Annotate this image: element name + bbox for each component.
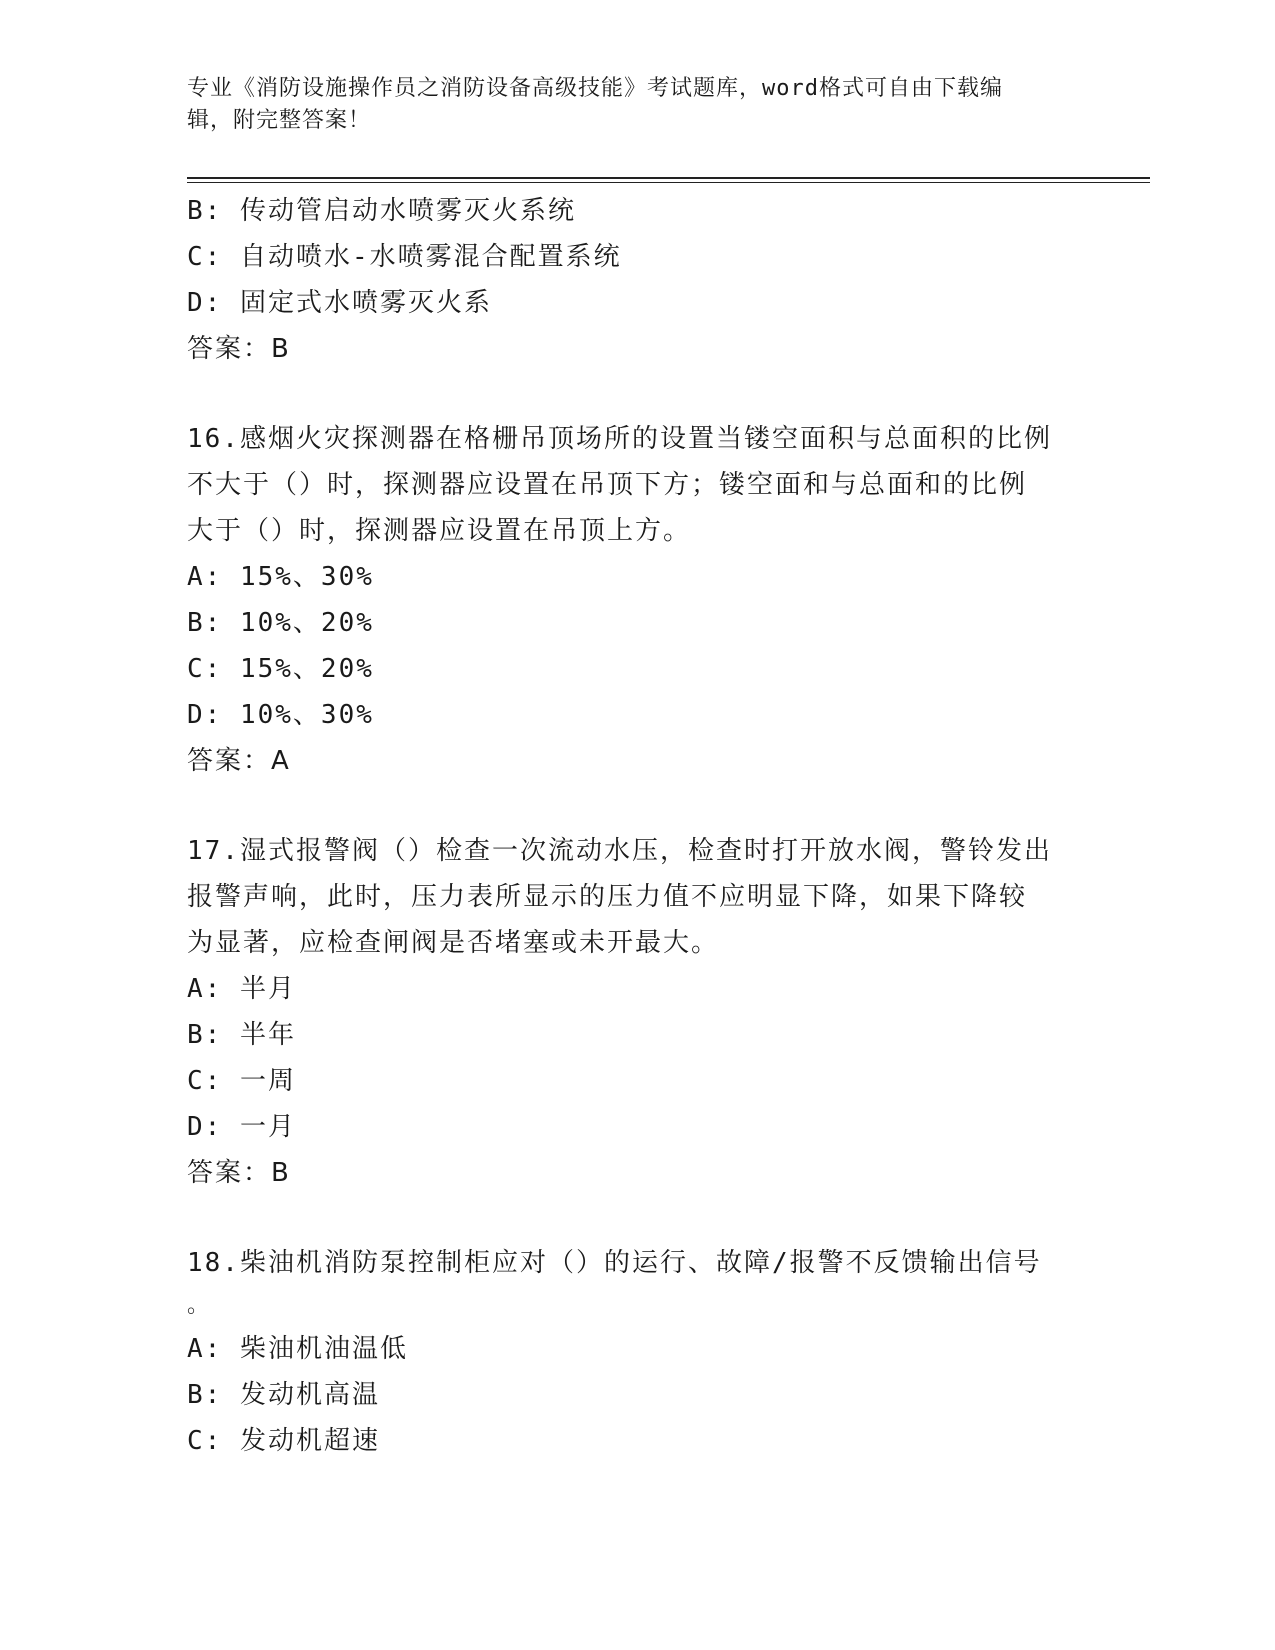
question-stem-line: 为显著，应检查闸阀是否堵塞或未开最大。 — [187, 928, 720, 958]
question-stem-line: 报警声响，此时，压力表所显示的压力值不应明显下降，如果下降较 — [187, 882, 1028, 912]
header-divider-thin — [187, 182, 1150, 183]
page-header — [187, 73, 1077, 137]
question-17 — [187, 828, 1087, 1196]
option-a: A: 半月 — [187, 974, 296, 1004]
question-content — [187, 188, 1087, 1464]
option-b: B: 传动管启动水喷雾灭火系统 — [187, 196, 576, 226]
question-stem-line: 。 — [187, 1293, 212, 1318]
option-c: C: 15%、20% — [187, 654, 374, 684]
question-16 — [187, 416, 1087, 784]
option-d: D: 固定式水喷雾灭火系 — [187, 288, 492, 318]
answer-line: 答案：B — [187, 1158, 291, 1188]
prev-question — [187, 188, 1087, 372]
question-stem-line: 不大于（）时，探测器应设置在吊顶下方；镂空面和与总面和的比例 — [187, 470, 1028, 500]
option-b: B: 10%、20% — [187, 608, 374, 638]
option-d: D: 10%、30% — [187, 700, 374, 730]
option-c: C: 一周 — [187, 1066, 296, 1096]
header-line-2: 辑，附完整答案！ — [187, 108, 372, 133]
question-18 — [187, 1240, 1087, 1464]
header-divider-thick — [187, 177, 1150, 179]
option-a: A: 15%、30% — [187, 562, 374, 592]
option-c: C: 自动喷水-水喷雾混合配置系统 — [187, 242, 622, 272]
answer-line: 答案：A — [187, 746, 291, 776]
header-line-1: 专业《消防设施操作员之消防设备高级技能》考试题库，word格式可自由下载编 — [187, 76, 1003, 101]
option-c: C: 发动机超速 — [187, 1426, 380, 1456]
question-stem-line: 17.湿式报警阀（）检查一次流动水压，检查时打开放水阀，警铃发出 — [187, 836, 1052, 866]
question-stem-line: 大于（）时，探测器应设置在吊顶上方。 — [187, 516, 692, 546]
option-b: B: 半年 — [187, 1020, 296, 1050]
question-stem-line: 18.柴油机消防泵控制柜应对（）的运行、故障/报警不反馈输出信号 — [187, 1248, 1042, 1278]
option-b: B: 发动机高温 — [187, 1380, 380, 1410]
option-a: A: 柴油机油温低 — [187, 1334, 408, 1364]
answer-line: 答案：B — [187, 334, 291, 364]
question-stem-line: 16.感烟火灾探测器在格栅吊顶场所的设置当镂空面积与总面积的比例 — [187, 424, 1052, 454]
option-d: D: 一月 — [187, 1112, 296, 1142]
